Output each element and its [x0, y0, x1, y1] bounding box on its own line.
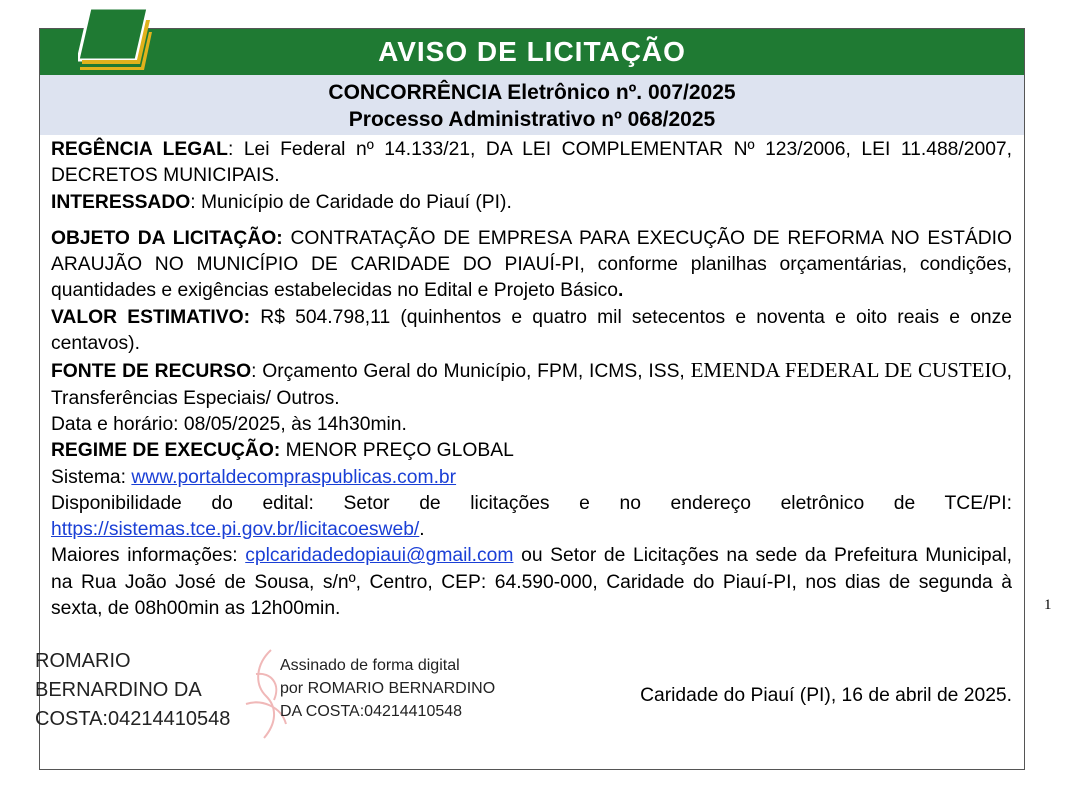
page-number: 1 [1044, 597, 1052, 613]
data-paragraph: Data e horário: 08/05/2025, às 14h30min. [51, 413, 407, 435]
fonte-paragraph: FONTE DE RECURSO: Orçamento Geral do Município, FPM, ICMS, ISS, EMENDA FEDERAL DE CUSTEIO, Transferências Especiais/ Outros. [51, 358, 1012, 409]
header-bar [40, 29, 1024, 75]
page-title: AVISO DE LICITAÇÃO [378, 36, 686, 67]
place-date: Caridade do Piauí (PI), 16 de abril de 2025. [640, 685, 1012, 706]
email-link[interactable]: cplcaridadedopiaui@gmail.com [245, 545, 514, 567]
process-number: Processo Administrativo nº 068/2025 [348, 108, 716, 131]
process-type: CONCORRÊNCIA Eletrônico nº. 007/2025 [328, 81, 736, 104]
regime-paragraph: REGIME DE EXECUÇÃO: MENOR PREÇO GLOBAL [51, 440, 514, 462]
disponibilidade-paragraph: Disponibilidade do edital: Setor de licitações e no endereço eletrônico de TCE/PI: https://sistemas.tce.pi.gov.br/licitacoesweb/. [51, 492, 1012, 541]
sistema-link[interactable]: www.portaldecompraspublicas.com.br [131, 466, 457, 488]
objeto-paragraph: OBJETO DA LICITAÇÃO: CONTRATAÇÃO DE EMPRESA PARA EXECUÇÃO DE REFORMA NO ESTÁDIO ARAUJÃO NO MUNICÍPIO DE CARIDADE DO PIAUÍ-PI, conforme planilhas orçamentárias, condições, quantidades e exigências estabelecidas no Edital e Projeto Básico. [51, 227, 1012, 302]
sistema-paragraph: Sistema: www.portaldecompraspublicas.com.br [51, 466, 457, 488]
notice-body [51, 137, 1012, 622]
valor-paragraph: VALOR ESTIMATIVO: R$ 504.798,11 (quinhentos e quatro mil setecentos e noventa e oito reais e onze centavos). [51, 306, 1013, 355]
interessado-paragraph: INTERESSADO: Município de Caridade do Piauí (PI). [51, 191, 512, 213]
tce-link[interactable]: https://sistemas.tce.pi.gov.br/licitacoesweb/ [51, 519, 420, 541]
digital-signature-note: Assinado de forma digital por ROMARIO BERNARDINO DA COSTA:04214410548 [280, 657, 496, 720]
regencia-paragraph: REGÊNCIA LEGAL: Lei Federal nº 14.133/21, DA LEI COMPLEMENTAR Nº 123/2006, LEI 11.488/2007, DECRETOS MUNICIPAIS. [51, 139, 1013, 187]
signer-name: ROMARIO BERNARDINO DA COSTA:04214410548 [35, 650, 231, 730]
info-paragraph: Maiores informações: cplcaridadedopiaui@gmail.com ou Setor de Licitações na sede da Prefeitura Municipal, na Rua João José de Sousa, s/nº, Centro, CEP: 64.590-000, Caridade do Piauí-PI, nos dias de segunda à sexta, de 08h00min as 12h00min. [51, 545, 1013, 620]
logo-icon [78, 6, 152, 78]
subheader [40, 75, 1024, 135]
